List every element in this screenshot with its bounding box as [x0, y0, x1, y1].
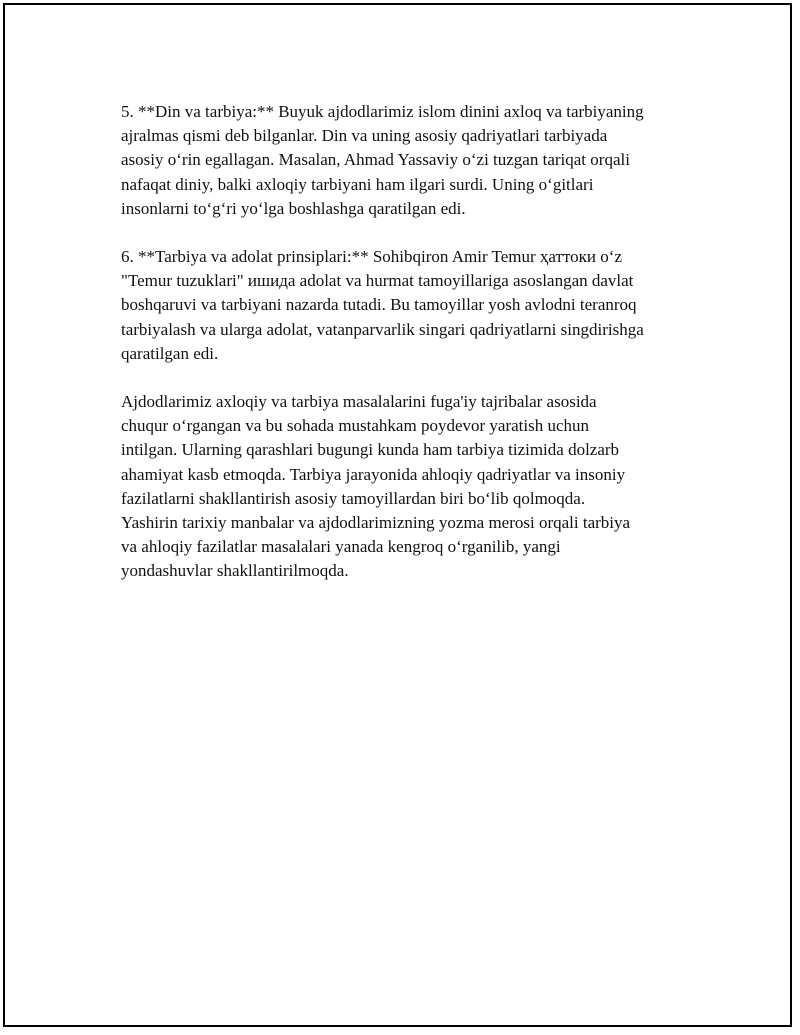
text-line: 6. **Tarbiya va adolat prinsiplari:** Sohibqiron Amir Temur ҳаттоки o‘z [121, 247, 622, 267]
text-line: nafaqat diniy, balki axloqiy tarbiyani ham ilgari surdi. Uning o‘gitlari [121, 174, 594, 194]
document-page [3, 3, 792, 1027]
paragraph-conclusion [121, 390, 701, 584]
paragraph-tarbiya-va-adolat [121, 245, 701, 366]
text-line: Ajdodlarimiz axloqiy va tarbiya masalalarini fuga'iy tajribalar asosida [121, 392, 597, 412]
text-line: ahamiyat kasb etmoqda. Tarbiya jarayonida ahloqiy qadriyatlar va insoniy [121, 464, 626, 484]
text-line: yondashuvlar shakllantirilmoqda. [121, 561, 349, 581]
text-line: 5. **Din va tarbiya:** Buyuk ajdodlarimiz islom dinini axloq va tarbiyaning [121, 102, 644, 121]
text-line: va ahloqiy fazilatlar masalalari yanada kengroq o‘rganilib, yangi [121, 537, 561, 557]
document-body [121, 100, 701, 608]
text-line: Yashirin tarixiy manbalar va ajdodlarimizning yozma merosi orqali tarbiya [121, 513, 631, 533]
text-line: fazilatlarni shakllantirish asosiy tamoyillardan biri bo‘lib qolmoqda. [121, 488, 586, 508]
text-line: chuqur o‘rgangan va bu sohada mustahkam poydevor yaratish uchun [121, 416, 590, 436]
text-line: asosiy o‘rin egallagan. Masalan, Ahmad Yassaviy o‘zi tuzgan tariqat orqali [121, 150, 630, 170]
text-line: insonlarni to‘g‘ri yo‘lga boshlashga qaratilgan edi. [121, 198, 466, 218]
text-line: ajralmas qismi deb bilganlar. Din va uning asosiy qadriyatlari tarbiyada [121, 126, 608, 146]
text-line: intilgan. Ularning qarashlari bugungi kunda ham tarbiya tizimida dolzarb [121, 440, 620, 460]
text-line: tarbiyalash va ularga adolat, vatanparvarlik singari qadriyatlarni singdirishga [121, 319, 644, 339]
text-line: boshqaruvi va tarbiyani nazarda tutadi. Bu tamoyillar yosh avlodni teranroq [121, 295, 637, 315]
text-line: "Temur tuzuklari" ишида adolat va hurmat tamoyillariga asoslangan davlat [121, 271, 634, 291]
text-line: qaratilgan edi. [121, 343, 219, 363]
paragraph-din-va-tarbiya [121, 100, 701, 221]
